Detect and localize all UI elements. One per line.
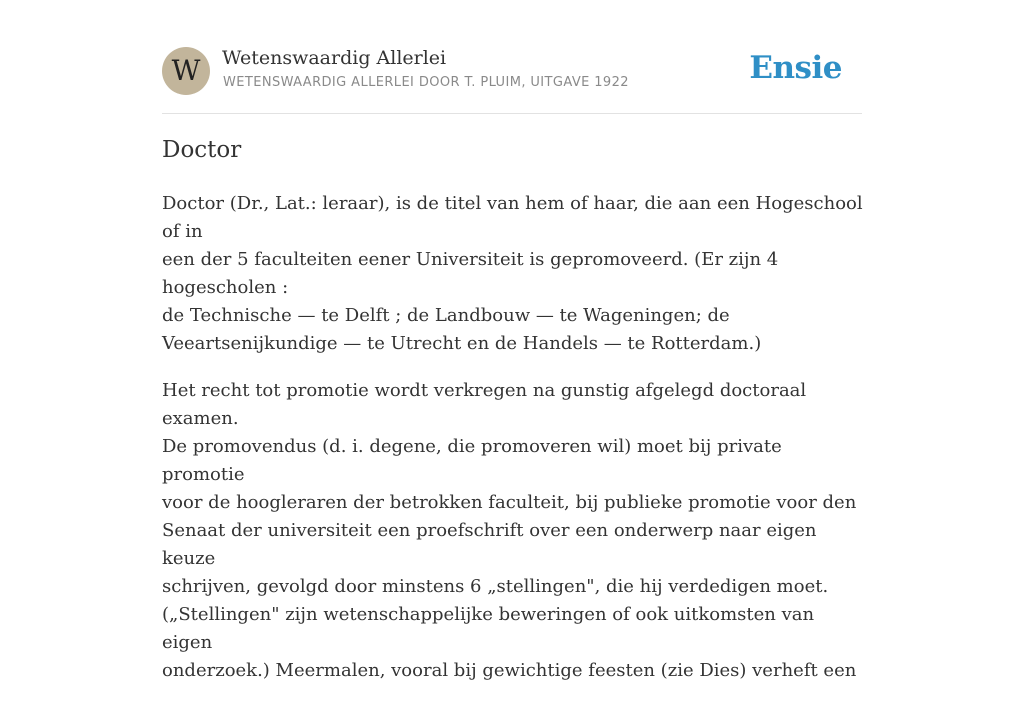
entry-paragraph: Doctor (Dr., Lat.: leraar), is de titel van hem of haar, die aan een Hogeschool of in een der 5 faculteiten eener Universiteit is gepromoveerd. (Er zijn 4 hogescholen : de Technische — te Delft ; de Landbouw — te Wageningen; de Veeartsenijkundige — te Utrecht en de Handels — te Rotterdam.): [162, 193, 863, 354]
source-title[interactable]: Wetenswaardig Allerlei: [222, 47, 447, 69]
avatar[interactable]: W: [162, 47, 210, 95]
header: [162, 44, 862, 114]
brand-logo-link[interactable]: Ensie: [749, 50, 842, 86]
entry-paragraph: Het recht tot promotie wordt verkregen na gunstig afgelegd doctoraal examen. De promovendus (d. i. degene, die promoveren wil) moet bij private promotie voor de hoogleraren der betrokken faculteit, bij publieke promotie voor den Senaat der universiteit een proefschrift over een onderwerp naar eigen keuze schrijven, gevolgd door minstens 6 „stellingen", die hij verdedigen moet. („Stellingen" zijn wetenschappelijke beweringen of ook uitkomsten van eigen onderzoek.) Meermalen, vooral bij gewichtige feesten (zie Dies) verheft een: [162, 380, 857, 681]
entry-title: Doctor: [162, 137, 242, 163]
entry-body: [162, 190, 867, 704]
source-subtitle: WETENSWAARDIG ALLERLEI DOOR T. PLUIM, UITGAVE 1922: [223, 75, 629, 90]
